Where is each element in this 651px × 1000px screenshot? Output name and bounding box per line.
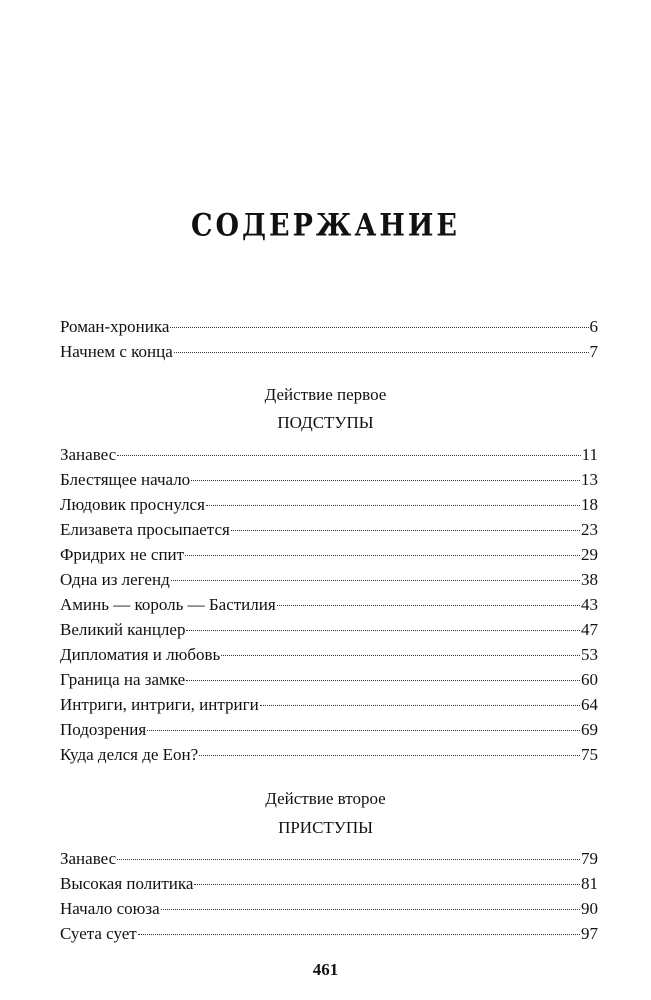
- dot-leader: [117, 455, 580, 456]
- toc-entry-page: 29: [581, 545, 598, 564]
- dot-leader: [191, 480, 580, 481]
- toc-entry-page: 97: [581, 924, 598, 943]
- toc-intro: [60, 314, 598, 364]
- toc-entry-title: Занавес: [60, 849, 117, 868]
- toc-entry-title: Людовик проснулся: [60, 495, 205, 514]
- dot-leader: [194, 884, 580, 885]
- toc-entry-title: Начало союза: [60, 899, 160, 918]
- act2-subheading: ПРИСТУПЫ: [278, 818, 373, 837]
- toc-entry-title: Граница на замке: [60, 670, 186, 689]
- toc-entry-title: Интриги, интриги, интриги: [60, 695, 259, 714]
- dot-leader: [117, 859, 580, 860]
- toc-entry: [60, 617, 598, 642]
- toc-entry-page: 53: [581, 645, 598, 664]
- toc-entry-title: Высокая политика: [60, 874, 194, 893]
- toc-entry-page: 90: [581, 899, 598, 918]
- toc-entry-page: 38: [581, 570, 598, 589]
- dot-leader: [260, 705, 580, 706]
- toc-entry: [60, 492, 598, 517]
- toc-entry-page: 18: [581, 495, 598, 514]
- toc-entry: [60, 871, 598, 896]
- act1-heading: Действие первое: [264, 385, 387, 404]
- toc-act2: [60, 846, 598, 946]
- toc-entry-page: 23: [581, 520, 598, 539]
- dot-leader: [185, 555, 580, 556]
- toc-entry: [60, 339, 598, 364]
- toc-entry-page: 47: [581, 620, 598, 639]
- toc-entry-title: Куда делся де Еон?: [60, 745, 199, 764]
- toc-entry-title: Одна из легенд: [60, 570, 170, 589]
- dot-leader: [277, 605, 580, 606]
- toc-entry-title: Подозрения: [60, 720, 147, 739]
- dot-leader: [206, 505, 580, 506]
- dot-leader: [186, 630, 580, 631]
- toc-entry-title: Дипломатия и любовь: [60, 645, 221, 664]
- toc-entry: [60, 667, 598, 692]
- toc-entry: [60, 442, 598, 467]
- toc-entry-page: 7: [589, 342, 598, 361]
- dot-leader: [170, 327, 588, 328]
- toc-entry: [60, 542, 598, 567]
- page-number: 461: [312, 960, 339, 979]
- toc-entry: [60, 896, 598, 921]
- toc-act1: [60, 442, 598, 767]
- toc-entry-page: 79: [581, 849, 598, 868]
- toc-entry-title: Роман-хроника: [60, 317, 170, 336]
- toc-entry-title: Суета сует: [60, 924, 137, 943]
- dot-leader: [161, 909, 580, 910]
- toc-entry-page: 75: [581, 745, 598, 764]
- dot-leader: [231, 530, 580, 531]
- toc-entry: [60, 314, 598, 339]
- dot-leader: [138, 934, 580, 935]
- dot-leader: [221, 655, 580, 656]
- act1-subheading: ПОДСТУПЫ: [277, 413, 374, 432]
- toc-entry: [60, 642, 598, 667]
- toc-entry-page: 81: [581, 874, 598, 893]
- toc-entry-title: Фридрих не спит: [60, 545, 185, 564]
- page-title: СОДЕРЖАНИЕ: [191, 208, 460, 244]
- toc-entry-page: 13: [581, 470, 598, 489]
- toc-entry-page: 69: [581, 720, 598, 739]
- toc-entry: [60, 846, 598, 871]
- dot-leader: [171, 580, 580, 581]
- toc-entry: [60, 692, 598, 717]
- toc-entry-page: 6: [589, 317, 598, 336]
- toc-entry-title: Елизавета просыпается: [60, 520, 230, 539]
- act2-heading: Действие второе: [265, 789, 386, 808]
- dot-leader: [199, 755, 580, 756]
- toc-entry: [60, 567, 598, 592]
- toc-entry-title: Блестящее начало: [60, 470, 191, 489]
- toc-entry-title: Занавес: [60, 445, 117, 464]
- toc-entry: [60, 592, 598, 617]
- toc-entry-page: 43: [581, 595, 598, 614]
- toc-entry: [60, 517, 598, 542]
- toc-entry-title: Начнем с конца: [60, 342, 173, 361]
- dot-leader: [174, 352, 589, 353]
- dot-leader: [147, 730, 580, 731]
- toc-entry-title: Великий канцлер: [60, 620, 186, 639]
- toc-entry-page: 64: [581, 695, 598, 714]
- toc-entry-page: 11: [581, 445, 598, 464]
- toc-entry: [60, 467, 598, 492]
- toc-entry: [60, 717, 598, 742]
- toc-entry-page: 60: [581, 670, 598, 689]
- toc-entry-title: Аминь — король — Бастилия: [60, 595, 276, 614]
- dot-leader: [186, 680, 580, 681]
- toc-entry: [60, 921, 598, 946]
- toc-entry: [60, 742, 598, 767]
